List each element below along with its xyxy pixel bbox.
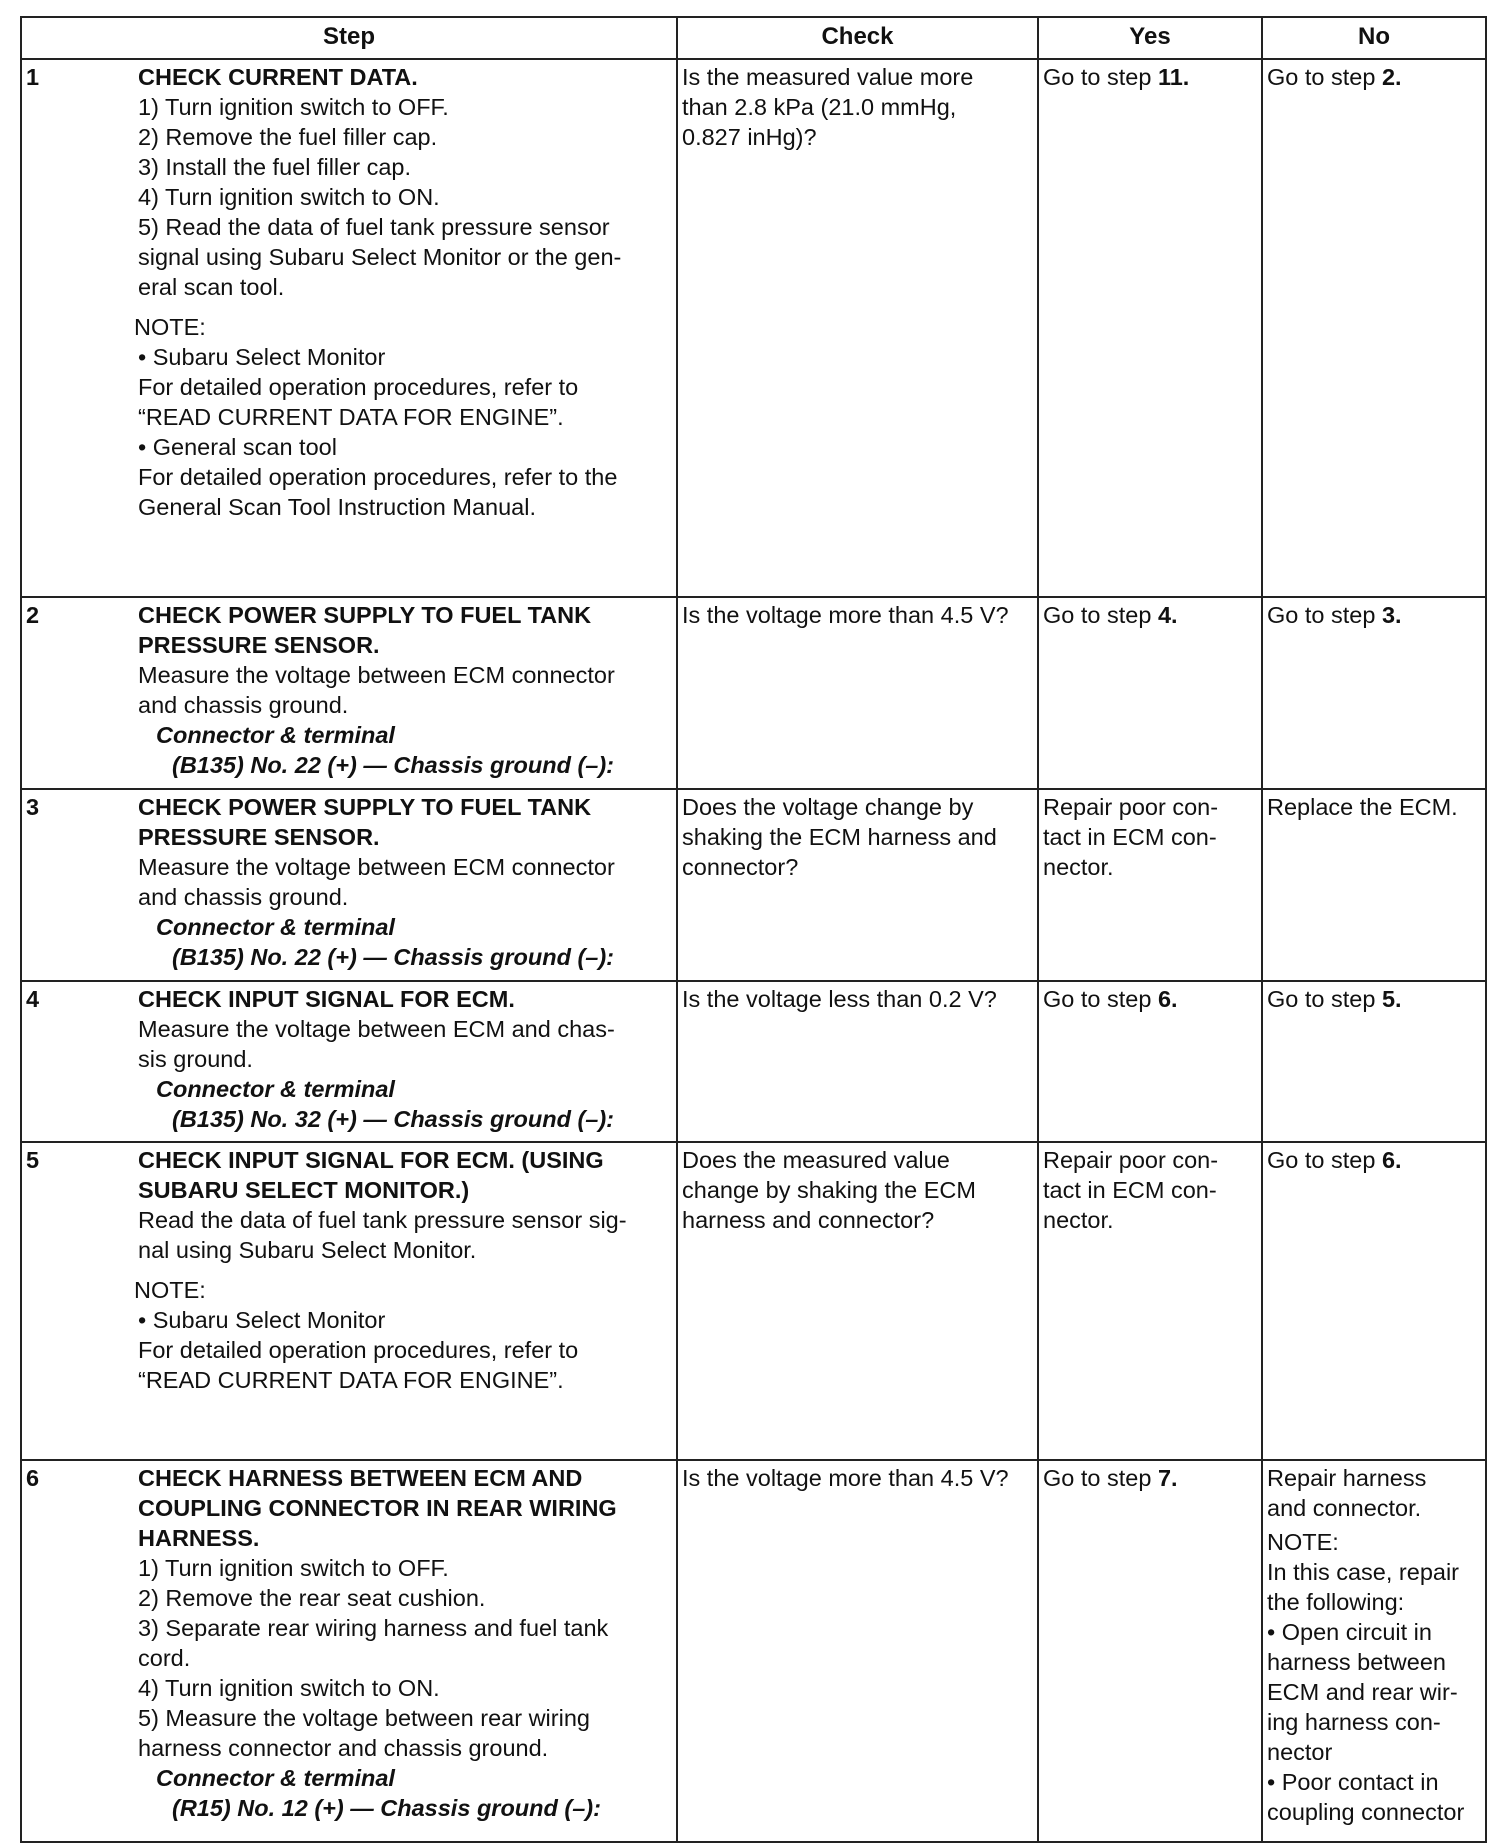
connector-label: Connector & terminal [156,722,395,748]
note-label: NOTE: [134,314,206,340]
step-cell [21,597,677,789]
step-line: Measure the voltage between ECM and chas- [138,1016,615,1042]
step-line: Read the data of fuel tank pressure sensor sig- [138,1207,627,1233]
check-line: Is the measured value more [682,64,974,90]
check-cell [677,1460,1038,1842]
check-line: Is the voltage more than 4.5 V? [682,602,1009,628]
step-line: 5) Measure the voltage between rear wiring [138,1705,590,1731]
check-line: shaking the ECM harness and [682,824,997,850]
no-line: ECM and rear wir- [1267,1679,1458,1705]
yes-text: Go to step [1043,1465,1158,1491]
yes-line: nector. [1043,854,1114,880]
check-line: 0.827 inHg)? [682,124,817,150]
step-title: SUBARU SELECT MONITOR.) [138,1177,470,1203]
step-line: 1) Turn ignition switch to OFF. [138,94,449,120]
step-line: sis ground. [138,1046,253,1072]
step-line: Measure the voltage between ECM connector [138,662,615,688]
yes-step-ref: 6 [1157,986,1172,1012]
no-text: Go to step [1267,64,1382,90]
yes-line: Repair poor con- [1043,1147,1219,1173]
note-label: NOTE: [1267,1529,1339,1555]
step-number: 4 [26,986,40,1012]
table-row [21,789,1486,981]
no-line: • Poor contact in [1267,1769,1439,1795]
no-line: • Open circuit in [1267,1619,1432,1645]
check-line: Is the voltage less than 0.2 V? [682,986,997,1012]
no-line: harness between [1267,1649,1446,1675]
header-yes: Yes [1038,17,1262,59]
step-title: CHECK HARNESS BETWEEN ECM AND [138,1465,583,1491]
yes-cell [1038,789,1262,981]
no-line: Replace the ECM. [1267,794,1458,820]
yes-line: nector. [1043,1207,1114,1233]
no-line: and connector. [1267,1495,1422,1521]
note-line: • General scan tool [138,434,337,460]
step-title: CHECK INPUT SIGNAL FOR ECM. (USING [138,1147,604,1173]
check-line: Is the voltage more than 4.5 V? [682,1465,1009,1491]
step-cell [21,59,677,597]
no-step-ref: 6 [1381,1147,1396,1173]
step-line: harness connector and chassis ground. [138,1735,549,1761]
no-step-ref: 3 [1381,602,1396,628]
yes-cell: Go to step 7. [1038,1460,1262,1842]
note-line: For detailed operation procedures, refer to the [138,464,618,490]
step-line: 2) Remove the rear seat cushion. [138,1585,486,1611]
no-line: Repair harness [1267,1465,1427,1491]
step-line: eral scan tool. [138,274,285,300]
connector-label: Connector & terminal [156,1765,395,1791]
check-cell [677,597,1038,789]
yes-cell [1038,1142,1262,1460]
header-step: Step [21,17,677,59]
check-cell [677,59,1038,597]
check-cell [677,981,1038,1142]
step-line: 2) Remove the fuel filler cap. [138,124,438,150]
no-cell: Go to step 5. [1262,981,1486,1142]
note-line: “READ CURRENT DATA FOR ENGINE”. [138,1367,564,1393]
step-line: and chassis ground. [138,884,349,910]
note-line: • Subaru Select Monitor [138,1307,386,1333]
header-check: Check [677,17,1038,59]
step-line: 3) Install the fuel filler cap. [138,154,411,180]
no-step-ref: 5 [1381,986,1396,1012]
note-label: NOTE: [134,1277,206,1303]
step-title: PRESSURE SENSOR. [138,632,380,658]
yes-text: Go to step [1043,986,1158,1012]
step-number: 6 [26,1465,40,1491]
step-title: COUPLING CONNECTOR IN REAR WIRING [138,1495,617,1521]
no-cell [1262,1460,1486,1842]
check-line: change by shaking the ECM [682,1177,976,1203]
note-line: “READ CURRENT DATA FOR ENGINE”. [138,404,564,430]
step-title: HARNESS. [138,1525,260,1551]
yes-text: Go to step [1043,64,1158,90]
yes-line: Repair poor con- [1043,794,1219,820]
yes-line: tact in ECM con- [1043,824,1217,850]
step-cell [21,1142,677,1460]
no-cell: Go to step 2. [1262,59,1486,597]
step-line: 1) Turn ignition switch to OFF. [138,1555,449,1581]
check-cell [677,1142,1038,1460]
diagnostic-table-sheet [20,16,1485,1843]
table-row [21,1460,1486,1842]
step-line: cord. [138,1645,191,1671]
no-cell: Go to step 3. [1262,597,1486,789]
yes-step-ref: 4 [1157,602,1172,628]
no-line: nector [1267,1739,1333,1765]
check-line: harness and connector? [682,1207,935,1233]
step-cell [21,1460,677,1842]
no-step-ref: 2 [1381,64,1396,90]
yes-step-ref: 7 [1157,1465,1172,1491]
step-line: 4) Turn ignition switch to ON. [138,184,440,210]
no-line: coupling connector [1267,1799,1465,1825]
check-line: Does the measured value [682,1147,950,1173]
step-number: 1 [26,64,40,90]
connector-terminal: (B135) No. 22 (+) — Chassis ground (–): [172,944,615,970]
step-number: 5 [26,1147,40,1173]
table-row [21,1142,1486,1460]
yes-cell: Go to step 4. [1038,597,1262,789]
no-line: ing harness con- [1267,1709,1441,1735]
yes-line: tact in ECM con- [1043,1177,1217,1203]
step-title: CHECK POWER SUPPLY TO FUEL TANK [138,602,592,628]
diagnostic-table [20,16,1487,1843]
yes-cell: Go to step 11. [1038,59,1262,597]
no-text: Go to step [1267,602,1382,628]
step-line: and chassis ground. [138,692,349,718]
step-title: CHECK POWER SUPPLY TO FUEL TANK [138,794,592,820]
step-title: PRESSURE SENSOR. [138,824,380,850]
step-cell [21,789,677,981]
yes-text: Go to step [1043,602,1158,628]
table-row [21,59,1486,597]
no-line: the following: [1267,1589,1405,1615]
no-text: Go to step [1267,1147,1382,1173]
check-line: connector? [682,854,799,880]
connector-label: Connector & terminal [156,1076,395,1102]
step-number: 3 [26,794,40,820]
step-line: 3) Separate rear wiring harness and fuel tank [138,1615,609,1641]
note-line: General Scan Tool Instruction Manual. [138,494,536,520]
step-title: CHECK CURRENT DATA. [138,64,418,90]
note-line: For detailed operation procedures, refer to [138,374,579,400]
note-line: • Subaru Select Monitor [138,344,386,370]
step-line: nal using Subaru Select Monitor. [138,1237,477,1263]
step-title: CHECK INPUT SIGNAL FOR ECM. [138,986,515,1012]
no-cell: Go to step 6. [1262,1142,1486,1460]
note-line: For detailed operation procedures, refer to [138,1337,579,1363]
table-row [21,981,1486,1142]
step-cell [21,981,677,1142]
table-row [21,597,1486,789]
connector-terminal: (R15) No. 12 (+) — Chassis ground (–): [172,1795,601,1821]
header-no: No [1262,17,1486,59]
connector-label: Connector & terminal [156,914,395,940]
connector-terminal: (B135) No. 22 (+) — Chassis ground (–): [172,752,615,778]
no-line: In this case, repair [1267,1559,1460,1585]
check-line: Does the voltage change by [682,794,974,820]
step-line: signal using Subaru Select Monitor or the gen- [138,244,622,270]
connector-terminal: (B135) No. 32 (+) — Chassis ground (–): [172,1106,615,1132]
yes-step-ref: 11 [1157,64,1183,90]
yes-cell: Go to step 6. [1038,981,1262,1142]
step-number: 2 [26,602,40,628]
step-line: 5) Read the data of fuel tank pressure sensor [138,214,610,240]
check-line: than 2.8 kPa (21.0 mmHg, [682,94,957,120]
step-line: 4) Turn ignition switch to ON. [138,1675,440,1701]
no-text: Go to step [1267,986,1382,1012]
header-row [21,17,1486,59]
step-line: Measure the voltage between ECM connector [138,854,615,880]
no-cell [1262,789,1486,981]
check-cell [677,789,1038,981]
